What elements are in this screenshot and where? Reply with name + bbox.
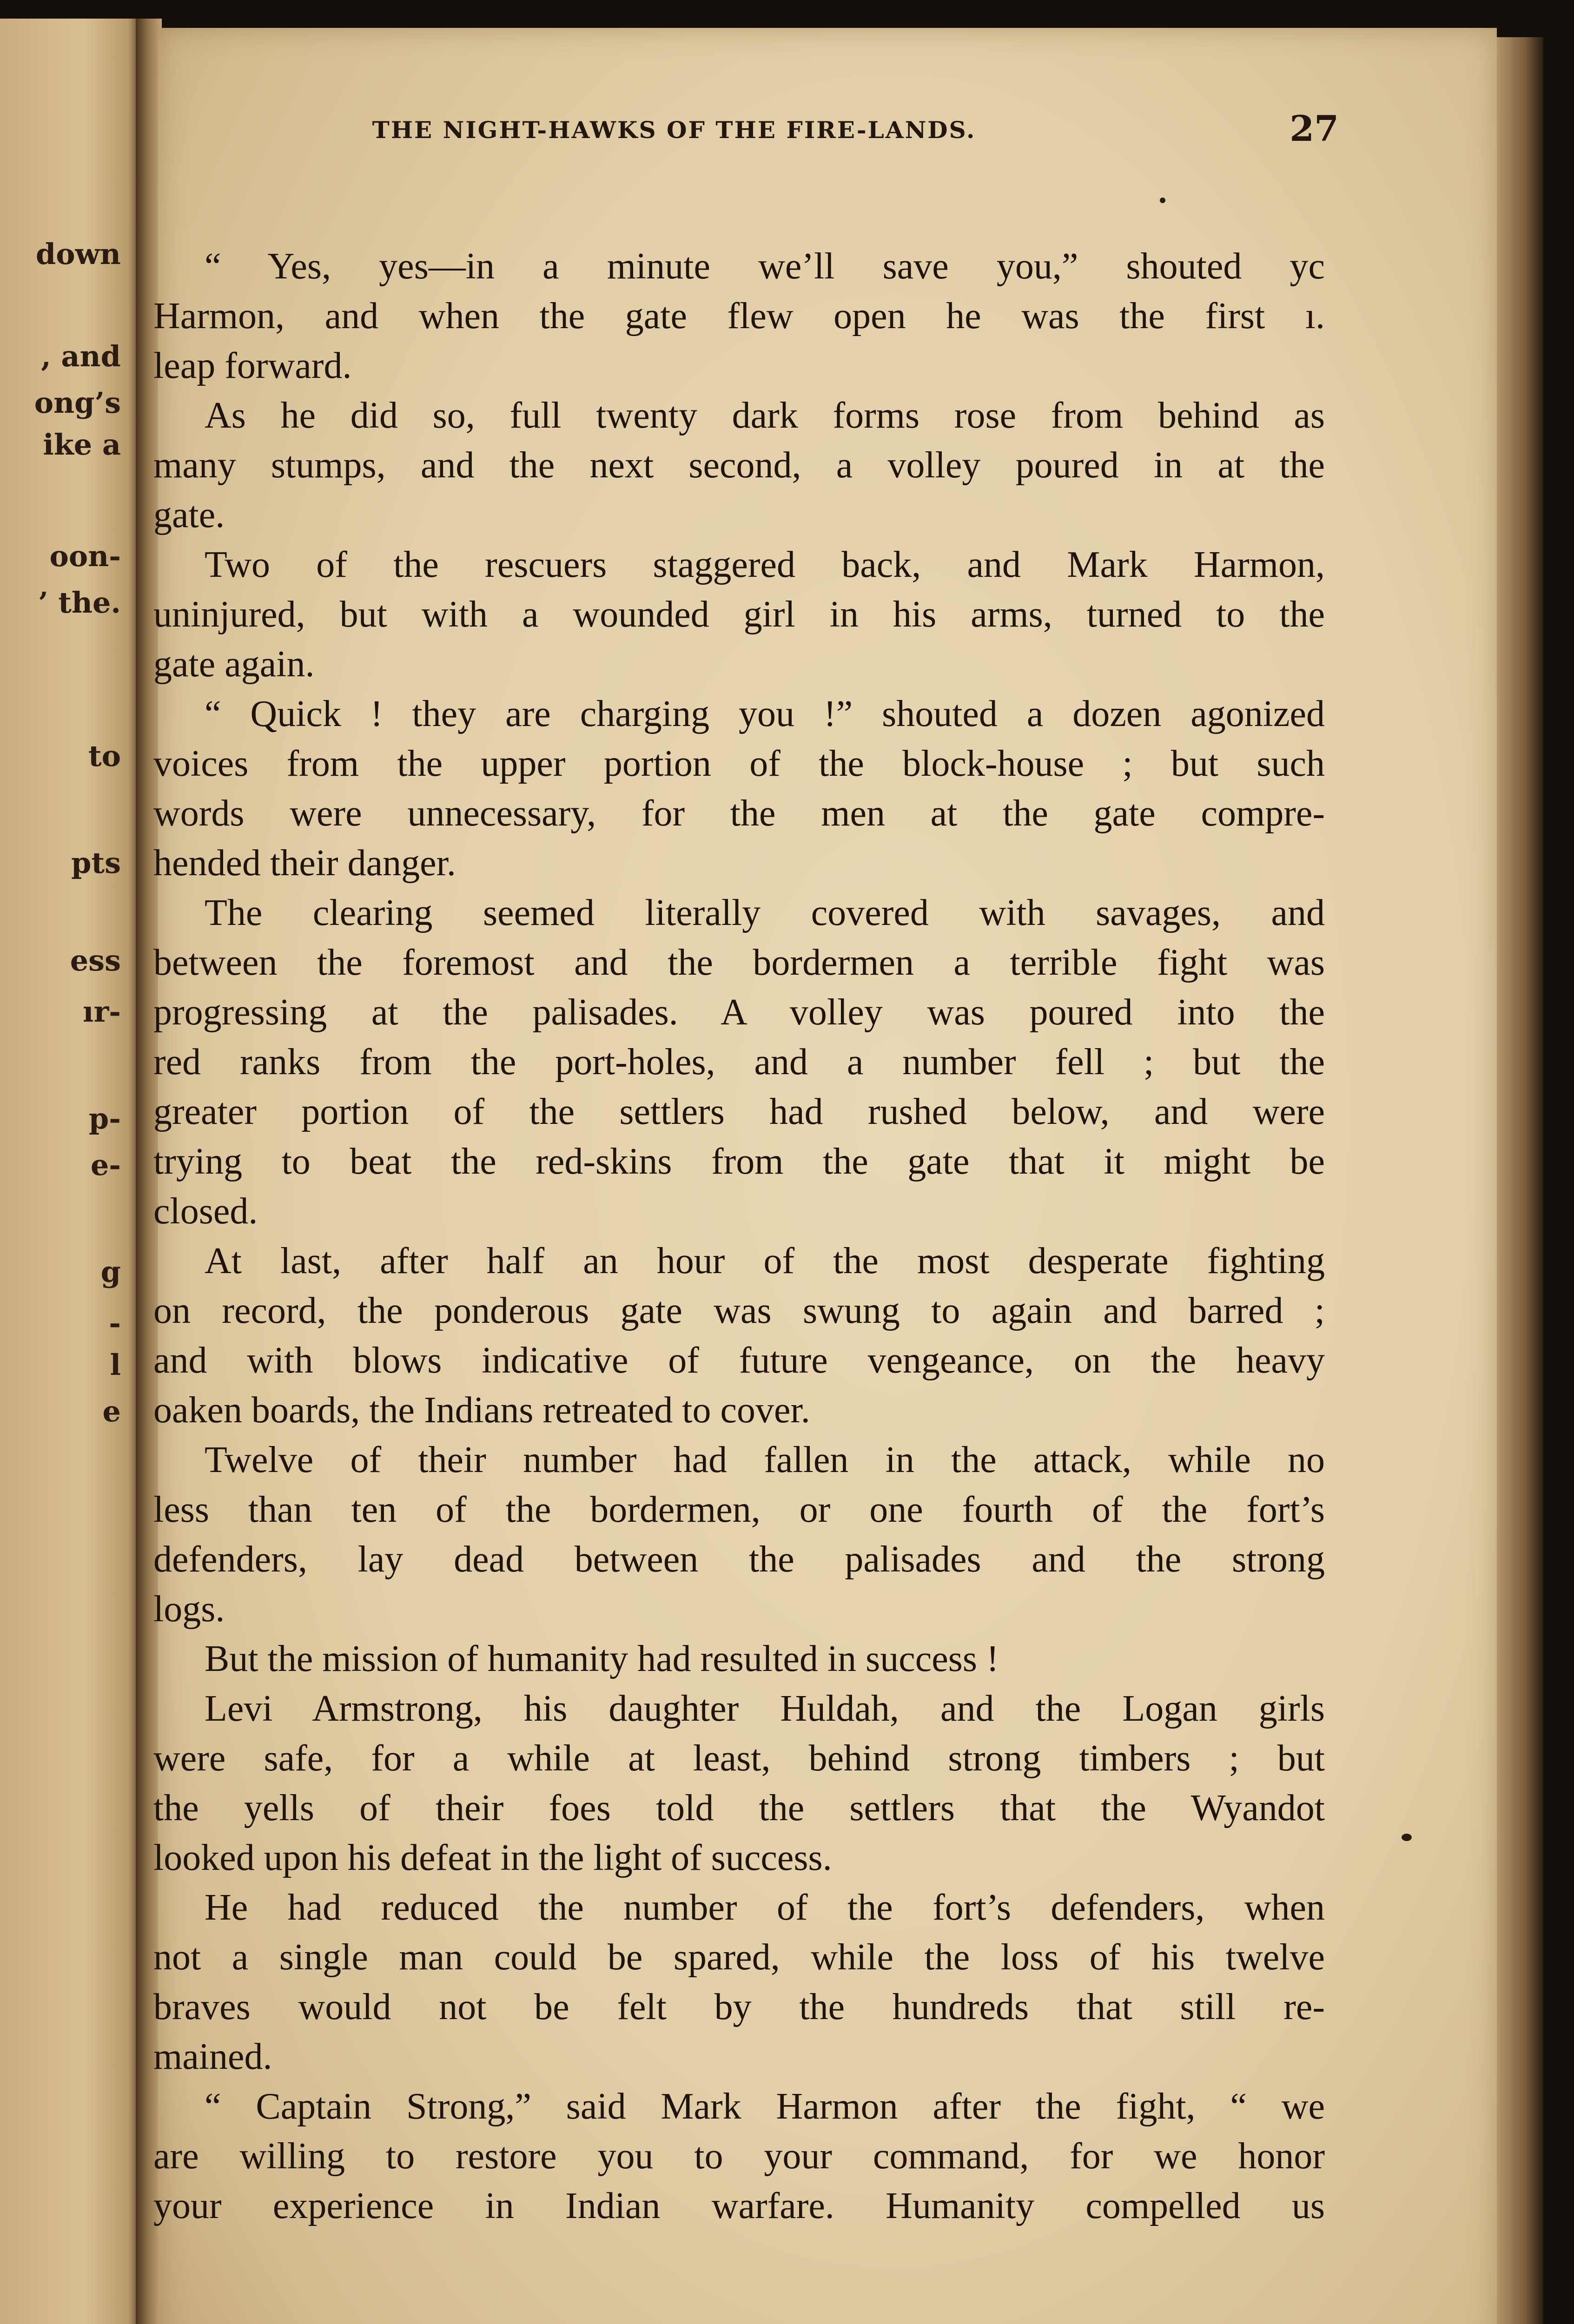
text-line: less than ten of the bordermen, or one fourth of the fort’s <box>153 1489 1325 1530</box>
left-page-line: , and <box>41 339 121 373</box>
text-line: gate. <box>153 495 225 535</box>
text-line: mained. <box>153 2036 272 2077</box>
page-edge-shadow <box>1497 37 1543 2324</box>
text-line: your experience in Indian warfare. Humanity compelled us <box>153 2185 1325 2226</box>
left-page-line: ’ the. <box>38 586 121 620</box>
text-line: between the foremost and the bordermen a terrible fight was <box>153 942 1325 983</box>
text-line: But the mission of humanity had resulted in success ! <box>205 1638 999 1679</box>
left-page-line: e <box>102 1394 121 1428</box>
text-line: words were unnecessary, for the men at the gate compre- <box>153 793 1325 834</box>
text-line: gate again. <box>153 644 315 685</box>
text-line: leap forward. <box>153 345 352 386</box>
text-line: uninjured, but with a wounded girl in his arms, turned to the <box>153 594 1325 635</box>
text-line: oaken boards, the Indians retreated to cover. <box>153 1390 810 1431</box>
text-line: “ Yes, yes—in a minute we’ll save you,” shouted yc <box>205 246 1325 287</box>
text-line: the yells of their foes told the settlers that the Wyandot <box>153 1788 1325 1829</box>
left-page-line: oon- <box>49 539 121 573</box>
left-page-line: down <box>35 237 121 271</box>
text-line: At last, after half an hour of the most desperate fighting <box>205 1241 1325 1281</box>
text-line: defenders, lay dead between the palisades and the strong <box>153 1539 1325 1580</box>
text-line: red ranks from the port-holes, and a number fell ; but the <box>153 1042 1325 1083</box>
ink-speck <box>1402 1834 1412 1841</box>
text-line: Two of the rescuers staggered back, and Mark Harmon, <box>205 544 1325 585</box>
text-line: not a single man could be spared, while the loss of his twelve <box>153 1937 1325 1978</box>
left-page-line: p- <box>88 1102 121 1136</box>
text-line: and with blows indicative of future vengeance, on the heavy <box>153 1340 1325 1381</box>
text-line: logs. <box>153 1589 225 1630</box>
text-line: hended their danger. <box>153 843 456 884</box>
left-page-line: ong’s <box>34 386 121 420</box>
text-line: are willing to restore you to your command, for we honor <box>153 2136 1325 2177</box>
page-number: 27 <box>1290 108 1339 149</box>
text-line: looked upon his defeat in the light of success. <box>153 1837 832 1878</box>
text-line: As he did so, full twenty dark forms rose from behind as <box>205 395 1325 436</box>
text-line: The clearing seemed literally covered with savages, and <box>205 892 1325 933</box>
text-line: many stumps, and the next second, a volley poured in at the <box>153 445 1325 486</box>
text-line: “ Quick ! they are charging you !” shouted a dozen agonized <box>205 693 1325 734</box>
text-line: “ Captain Strong,” said Mark Harmon after the fight, “ we <box>205 2086 1325 2127</box>
text-line: trying to beat the red-skins from the gate that it might be <box>153 1141 1325 1182</box>
left-page-line: l <box>110 1348 121 1382</box>
running-head: THE NIGHT-HAWKS OF THE FIRE-LANDS. <box>372 116 976 144</box>
body-text <box>153 242 1325 2231</box>
ink-speck <box>1160 198 1165 203</box>
text-line: closed. <box>153 1191 258 1232</box>
text-line: Twelve of their number had fallen in the attack, while no <box>205 1439 1325 1480</box>
text-line: voices from the upper portion of the block-house ; but such <box>153 743 1325 784</box>
text-line: Harmon, and when the gate flew open he was the first ı. <box>153 296 1325 337</box>
text-line: on record, the ponderous gate was swung to again and barred ; <box>153 1290 1325 1331</box>
left-page-line: to <box>88 739 121 773</box>
left-page-line: ike a <box>43 428 121 462</box>
left-page-line: ır- <box>83 995 121 1029</box>
text-line: Levi Armstrong, his daughter Huldah, and the Logan girls <box>205 1688 1325 1729</box>
left-page-line: ess <box>70 944 121 977</box>
left-page-fragment <box>0 19 139 2324</box>
text-line: were safe, for a while at least, behind strong timbers ; but <box>153 1738 1325 1779</box>
left-page-line: - <box>109 1306 121 1340</box>
text-line: He had reduced the number of the fort’s defenders, when <box>205 1887 1325 1928</box>
text-line: greater portion of the settlers had rushed below, and were <box>153 1091 1325 1132</box>
left-page-line: pts <box>71 846 121 880</box>
left-page-line: e- <box>90 1148 121 1182</box>
text-line: braves would not be felt by the hundreds that still re- <box>153 1987 1325 2027</box>
left-page-line: g <box>100 1255 121 1289</box>
text-line: progressing at the palisades. A volley was poured into the <box>153 992 1325 1033</box>
